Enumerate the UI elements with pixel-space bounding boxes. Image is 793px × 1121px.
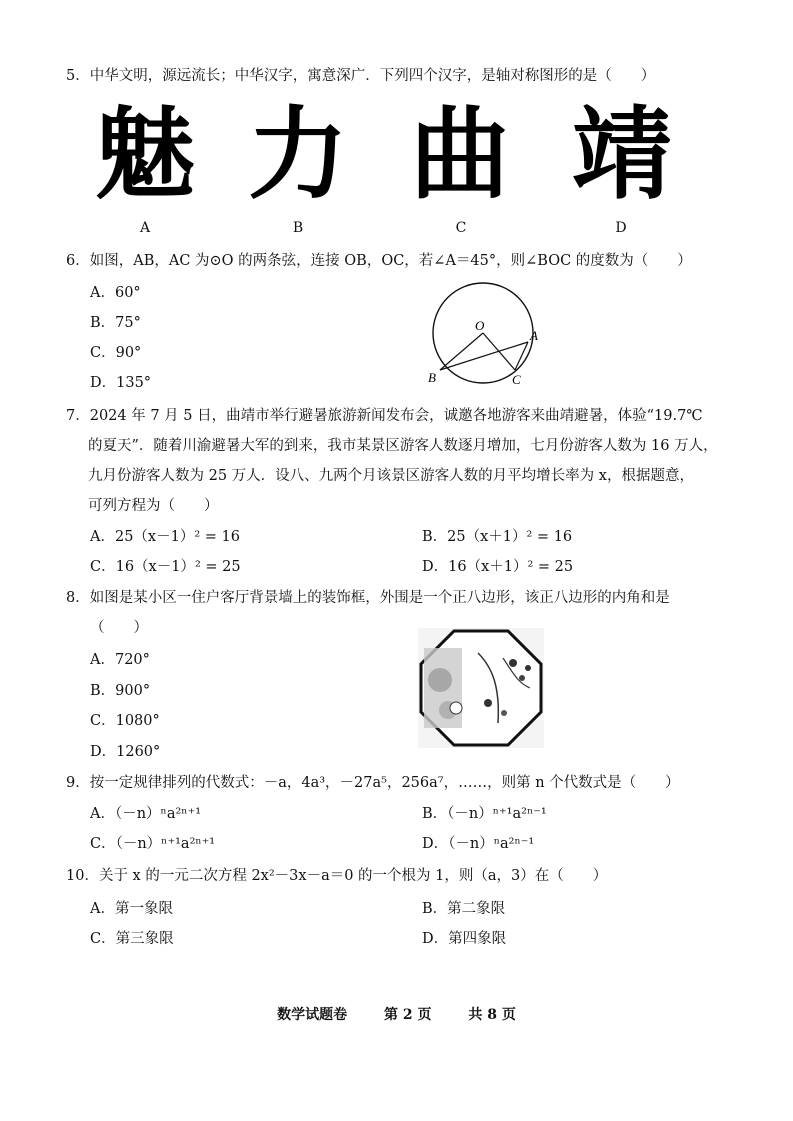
q6-label-a: A — [530, 328, 538, 343]
q9-option-b: B．（－n）ⁿ⁺¹a²ⁿ⁻¹ — [422, 806, 547, 822]
q6-stem: 6．如图，AB，AC 为⊙O 的两条弦，连接 OB，OC，若∠A＝45°，则∠BOC 的度数为（ ） — [66, 253, 692, 269]
footer-page-number: 第 2 页 — [384, 1007, 432, 1023]
q9-option-d: D．（－n）ⁿa²ⁿ⁻¹ — [422, 836, 535, 852]
q7-line-4: 可列方程为（ ） — [88, 498, 219, 514]
q5-label-a: A — [139, 220, 151, 236]
q6-option-d: D．135° — [90, 375, 152, 391]
q6-option-c: C．90° — [90, 345, 142, 361]
q7-option-c: C．16（x－1）² = 25 — [90, 559, 241, 575]
q7-option-d: D．16（x＋1）² = 25 — [422, 559, 574, 575]
page-footer — [0, 1004, 793, 1024]
q7-line-1: 7．2024 年 7 月 5 日，曲靖市举行避暑旅游新闻发布会，诚邀各地游客来曲靖避暑，体验“19.7℃ — [66, 408, 703, 424]
q7-line-3: 九月份游客人数为 25 万人．设八、九两个月该景区游客人数的月平均增长率为 x，根据题意， — [88, 468, 694, 484]
q5-char-c: 曲 — [410, 96, 510, 213]
q10-stem: 10．关于 x 的一元二次方程 2x²－3x－a＝0 的一个根为 1，则（a，3）在（ ） — [66, 868, 608, 884]
q7-option-a: A．25（x－1）² = 16 — [90, 529, 240, 545]
q5-char-b: 力 — [248, 96, 348, 213]
q5-stem: 5．中华文明，源远流长；中华汉字，寓意深广．下列四个汉字，是轴对称图形的是（ ） — [66, 68, 656, 84]
q9-stem: 9．按一定规律排列的代数式：－a，4a³，－27a⁵，256a⁷，……，则第 n 个代数式是（ ） — [66, 775, 680, 791]
footer-subject: 数学试题卷 — [277, 1007, 348, 1023]
q8-line-1: 8．如图是某小区一住户客厅背景墙上的装饰框，外围是一个正八边形，该正八边形的内角和是 — [66, 590, 670, 606]
q8-option-a: A．720° — [90, 652, 150, 668]
q5-char-d: 靖 — [572, 96, 672, 213]
q5-char-a: 魅 — [95, 96, 195, 213]
q8-line-2: （ ） — [90, 620, 148, 636]
q6-option-a: A．60° — [90, 285, 141, 301]
q6-label-b: B — [428, 370, 436, 385]
q6-label-o: O — [475, 318, 485, 333]
q7-option-b: B．25（x＋1）² = 16 — [422, 529, 573, 545]
q8-option-d: D．1260° — [90, 744, 161, 760]
q9-option-a: A．（－n）ⁿa²ⁿ⁺¹ — [90, 806, 202, 822]
q6-circle-figure — [420, 280, 550, 390]
q10-option-b: B．第二象限 — [422, 901, 506, 917]
q9-option-c: C．（－n）ⁿ⁺¹a²ⁿ⁺¹ — [90, 836, 216, 852]
q5-label-b: B — [292, 220, 304, 236]
q8-option-c: C．1080° — [90, 713, 160, 729]
q10-option-a: A．第一象限 — [90, 901, 173, 917]
q7-line-2: 的夏天”．随着川渝避暑大军的到来，我市某景区游客人数逐月增加，七月份游客人数为 16 万人， — [88, 438, 718, 454]
q8-octagon-frame-figure — [418, 628, 544, 748]
q10-option-d: D．第四象限 — [422, 931, 507, 947]
footer-total-pages: 共 8 页 — [468, 1007, 516, 1023]
q6-label-c: C — [512, 372, 521, 387]
q8-option-b: B．900° — [90, 683, 151, 699]
q5-label-c: C — [455, 220, 467, 236]
q5-label-d: D — [615, 220, 627, 236]
q6-option-b: B．75° — [90, 315, 141, 331]
q10-option-c: C．第三象限 — [90, 931, 174, 947]
